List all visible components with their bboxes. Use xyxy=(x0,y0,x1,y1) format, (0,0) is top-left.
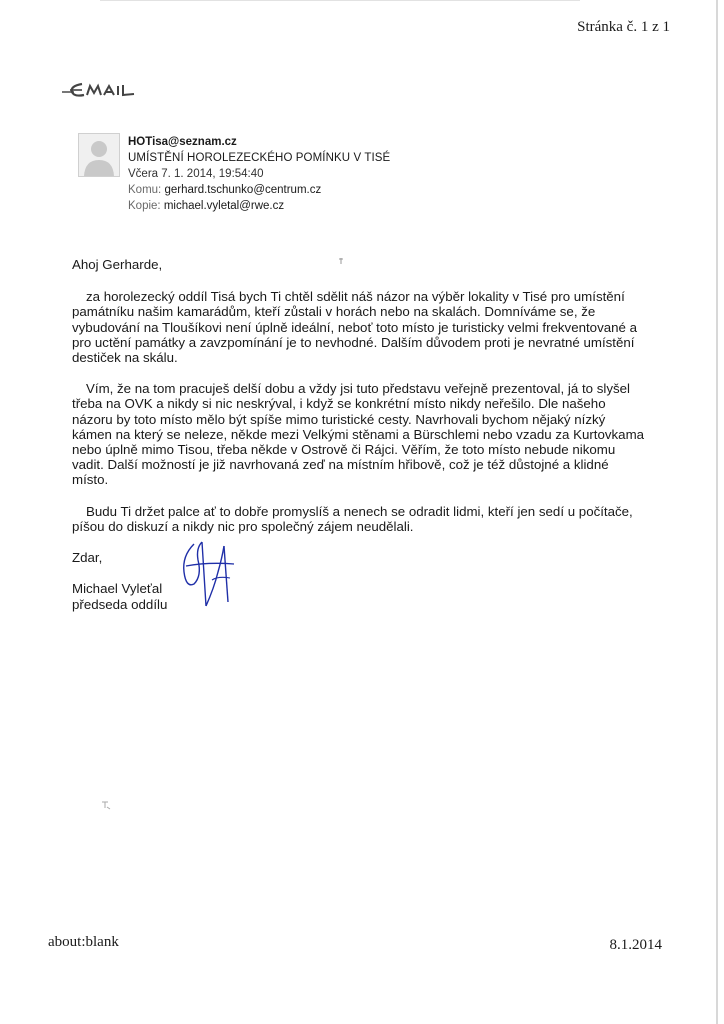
paragraph-2: Vím, že na tom pracuješ delší dobu a vždy jsi tuto představu veřejně prezentoval, já to slyšel třeba na OVK a nikdy si nic neskrýval, i když se konkrétní místo nikdy neřešilo. Dle našeho názoru by toto místo mělo být spíše mimo turistické cesty. Navrhovali bychom nějaký nízký kámen na který se neleze, někde mezi Velkými stěnami a Bürschlemi nebo vzadu za Kurtovkama nebo úplně mimo Tisou, třeba někde v Ostrově či Rájci. Věřím, že toto místo nebude nikomu vadit. Další možností je již navrhovaná zeď na místním hřibově, což je též důstojné a klidné místo. xyxy=(72,381,645,488)
email-body xyxy=(72,257,646,613)
page-counter: Stránka č. 1 z 1 xyxy=(577,19,670,35)
stray-mark-lower xyxy=(101,800,111,810)
cc-label: Kopie: xyxy=(128,200,161,212)
email-logo xyxy=(60,78,144,100)
footer-url: about:blank xyxy=(48,934,119,950)
cc-row xyxy=(128,198,390,214)
recipient-row xyxy=(128,182,390,198)
top-divider xyxy=(100,0,580,1)
sender-avatar xyxy=(78,133,120,177)
greeting: Ahoj Gerharde, xyxy=(72,257,163,272)
footer-date: 8.1.2014 xyxy=(609,937,662,953)
email-header xyxy=(128,134,390,214)
paragraph-1: za horolezecký oddíl Tisá bych Ti chtěl sdělit náš názor na výběr lokality v Tisé pro umístění památníku našim kamarádům, kteří zůstali v horách nebo na skalách. Domníváme se, že vybudování na Tloušíkovi není úplně ideální, neboť toto místo je turisticky velmi frekventované a pro uctění památky a zavzpomínání je to nevhodné. Dalším důvodem proti je nevratné umístění destiček na skálu. xyxy=(72,289,638,366)
handwritten-signature xyxy=(172,536,238,610)
signature-title: předseda oddílu xyxy=(72,597,168,613)
paragraph-3: Budu Ti držet palce ať to dobře promyslíš a nenech se odradit lidmi, kteří jen sedí u počítače, píšou do diskuzí a nikdy nic pro společný zájem neudělali. xyxy=(72,503,633,534)
person-avatar-icon xyxy=(79,134,119,176)
closing: Zdar, xyxy=(72,550,103,566)
email-date: Včera 7. 1. 2014, 19:54:40 xyxy=(128,168,264,180)
recipient-label: Komu: xyxy=(128,184,162,196)
sender-address: HOTisa@seznam.cz xyxy=(128,136,237,148)
signature-name: Michael Vyleťal xyxy=(72,581,163,597)
recipient-address: gerhard.tschunko@centrum.cz xyxy=(164,184,322,196)
cc-address: michael.vyletal@rwe.cz xyxy=(163,200,285,212)
page-edge xyxy=(716,0,718,1024)
email-subject: UMÍSTĚNÍ HOROLEZECKÉHO POMÍNKU V TISÉ xyxy=(128,152,391,164)
